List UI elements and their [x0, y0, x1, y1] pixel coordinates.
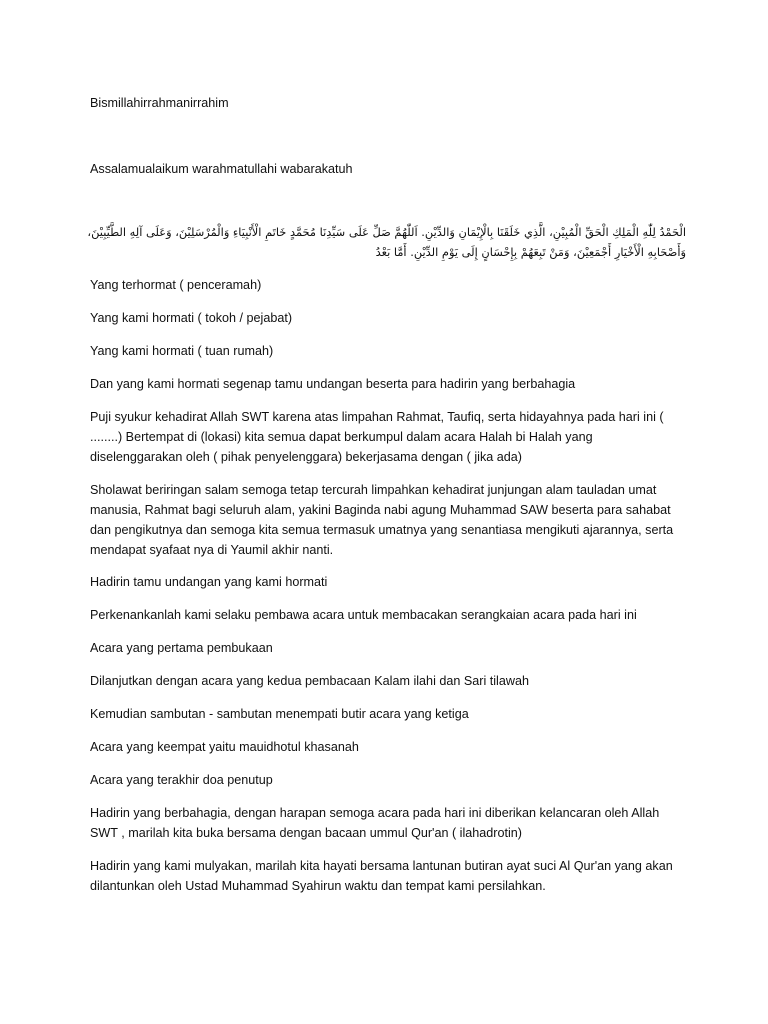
agenda-item-4: Acara yang keempat yaitu mauidhotul khasanah	[90, 740, 359, 754]
agenda-item-3: Kemudian sambutan - sambutan menempati butir acara yang ketiga	[90, 707, 469, 721]
agenda-item-2: Dilanjutkan dengan acara yang kedua pembacaan Kalam ilahi dan Sari tilawah	[90, 674, 529, 688]
address-guests: Dan yang kami hormati segenap tamu undangan beserta para hadirin yang berbahagia	[90, 377, 576, 391]
praise-paragraph: Puji syukur kehadirat Allah SWT karena atas limpahan Rahmat, Taufiq, serta hidayahnya pada hari ini ( ........) Bertempat di (lokasi) kita semua dapat berkumpul dalam acara Halah bi Halah yang diselenggarakan oleh ( pihak penyelenggara) bekerjasama dengan ( jika ada)	[90, 410, 664, 464]
arabic-line-1: الْحَمْدُ لِلّٰهِ الْمَلِكِ الْحَقِّ الْمُبِيْنِ، الَّذِي خَلَقَنَا بِالْإِيْمَانِ وَالدِّيْنِ. اَللّٰهُمَّ صَلِّ عَلَى سَيِّدِنَا مُحَمَّدٍ خَاتَمِ الْأَنْبِيَاءِ وَالْمُرْسَلِيْنَ، وَعَلَى آلِهِ الطَّيِّبِيْنَ،	[87, 225, 686, 239]
agenda-item-1: Acara yang pertama pembukaan	[90, 641, 273, 655]
greeting: Assalamualaikum warahmatullahi wabarakatuh	[90, 162, 353, 176]
address-audience: Hadirin tamu undangan yang kami hormati	[90, 575, 328, 589]
address-official: Yang kami hormati ( tokoh / pejabat)	[90, 311, 293, 325]
address-speaker: Yang terhormat ( penceramah)	[90, 278, 262, 292]
opening-prayer-paragraph: Hadirin yang berbahagia, dengan harapan semoga acara pada hari ini diberikan kelancaran oleh Allah SWT , marilah kita buka bersama dengan bacaan ummul Qur'an ( ilahadrotin)	[90, 806, 660, 840]
agenda-intro: Perkenankanlah kami selaku pembawa acara untuk membacakan serangkaian acara pada hari ini	[90, 608, 637, 622]
agenda-item-5: Acara yang terakhir doa penutup	[90, 773, 273, 787]
opening-basmalah: Bismillahirrahmanirrahim	[90, 96, 229, 110]
quran-recitation-paragraph: Hadirin yang kami mulyakan, marilah kita hayati bersama lantunan butiran ayat suci Al Qur'an yang akan dilantunkan oleh Ustad Muhammad Syahirun waktu dan tempat kami persilahkan.	[90, 859, 673, 893]
arabic-line-2: وَأَصْحَابِهِ الْأَخْيَارِ أَجْمَعِيْنَ، وَمَنْ تَبِعَهُمْ بِإِحْسَانٍ إِلَى يَوْمِ الدِّيْنِ. أَمَّا بَعْدُ	[375, 245, 686, 259]
sholawat-paragraph: Sholawat beriringan salam semoga tetap tercurah limpahkan kehadirat junjungan alam tauladan umat manusia, Rahmat bagi seluruh alam, yakini Baginda nabi agung Muhammad SAW beserta para sahabat dan pengikutnya dan semoga kita semua termasuk umatnya yang senantiasa mengikuti ajarannya, serta mendapat syafaat nya di Yaumil akhir nanti.	[90, 483, 674, 557]
address-host: Yang kami hormati ( tuan rumah)	[90, 344, 274, 358]
